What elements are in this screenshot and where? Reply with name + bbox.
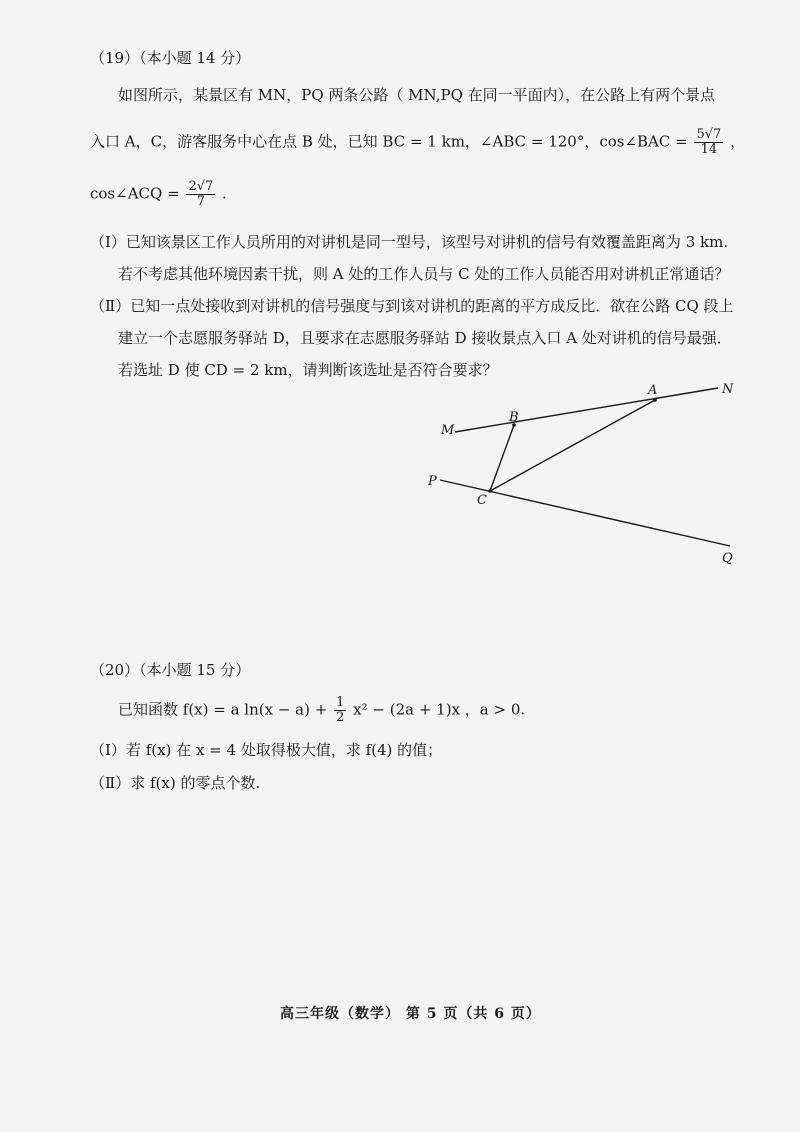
cos-acq-numerator: 2√7 [188, 179, 214, 194]
q19-intro-line-3-end: . [222, 184, 227, 203]
q19-part1-line-1: （Ⅰ）已知该景区工作人员所用的对讲机是同一型号，该型号对讲机的信号有效覆盖距离为 3 km. [90, 233, 729, 251]
q20-part2: （Ⅱ）求 f(x) 的零点个数. [90, 774, 261, 792]
q19-part2-line-3: 若选址 D 使 CD = 2 km，请判断该选址是否符合要求？ [118, 361, 498, 379]
segment-bc [490, 425, 514, 491]
q19-intro-line-3-text: cos∠ACQ = [90, 184, 180, 203]
label-n: N [722, 382, 734, 397]
label-a: A [648, 383, 658, 398]
cos-acq-denominator: 7 [196, 194, 205, 209]
q20-part1: （Ⅰ）若 f(x) 在 x = 4 处取得极大值，求 f(4) 的值； [90, 741, 443, 759]
q20-function-text-a: 已知函数 f(x) = a ln(x − a) + [118, 700, 328, 719]
label-b: B [509, 410, 519, 425]
q19-intro-line-2-end: ， [730, 132, 746, 151]
point-c [488, 489, 492, 493]
q20-function-line [118, 696, 525, 725]
q19-part1-line-2: 若不考虑其他环境因素干扰，则 A 处的工作人员与 C 处的工作人员能否用对讲机正常通话？ [118, 265, 730, 283]
half-numerator: 1 [336, 695, 345, 710]
q19-part2-line-1: （Ⅱ）已知一点处接收到对讲机的信号强度与到该对讲机的距离的平方成反比．欲在公路 CQ 段上 [90, 297, 734, 315]
cos-bac-denominator: 14 [700, 142, 718, 157]
q20-function-text-b: x² − (2a + 1)x ，a > 0. [353, 700, 526, 719]
label-m: M [441, 423, 455, 438]
point-a [653, 398, 657, 402]
cos-bac-numerator: 5√7 [696, 127, 722, 142]
q19-intro-line-2-text: 入口 A，C，游客服务中心在点 B 处，已知 BC = 1 km，∠ABC = 120°，cos∠BAC = [90, 132, 688, 151]
q19-intro-line-1: 如图所示，某景区有 MN，PQ 两条公路（ MN,PQ 在同一平面内），在公路上有两个景点 [118, 86, 716, 104]
half-fraction [334, 696, 346, 725]
half-denominator: 2 [336, 710, 345, 725]
label-c: C [477, 493, 487, 508]
label-q: Q [722, 551, 733, 566]
label-p: P [428, 474, 437, 489]
page-footer: 高三年级（数学） 第 5 页（共 6 页） [280, 1006, 541, 1022]
road-mn [455, 388, 718, 432]
q19-header: （19）（本小题 14 分） [90, 49, 251, 67]
q20-header: （20）（本小题 15 分） [90, 661, 251, 679]
road-pq [440, 480, 730, 546]
q19-part2-line-2: 建立一个志愿服务驿站 D，且要求在志愿服务驿站 D 接收景点入口 A 处对讲机的信号最强． [118, 329, 732, 347]
